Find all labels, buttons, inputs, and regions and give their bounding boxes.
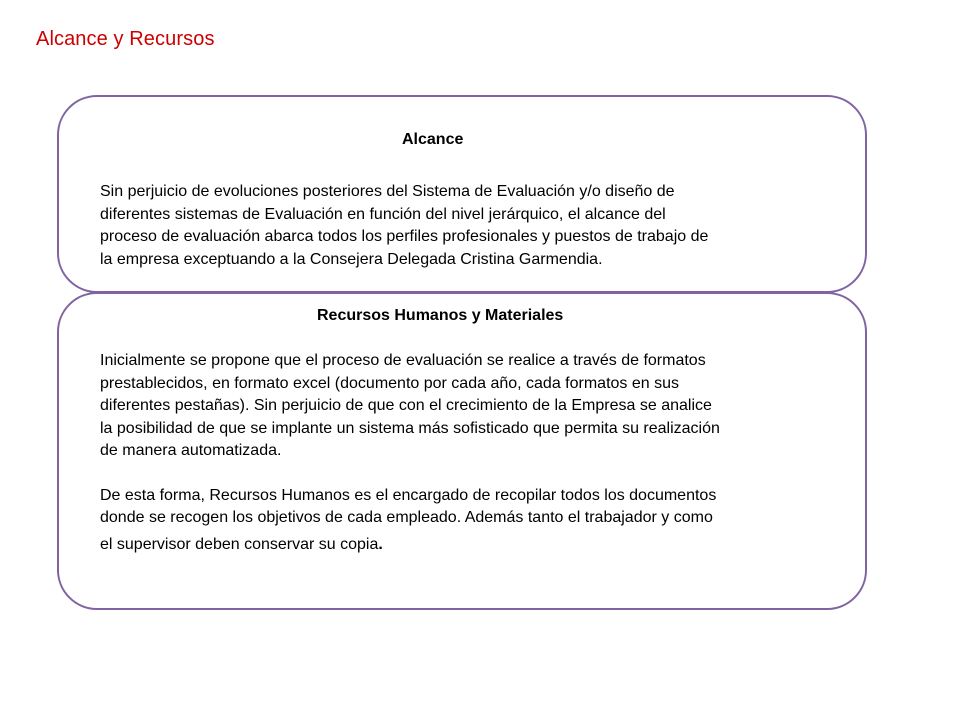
recursos-body bbox=[100, 350, 840, 556]
recursos-line: de manera automatizada. bbox=[100, 442, 282, 459]
recursos-line: donde se recogen los objetivos de cada empleado. Además tanto el trabajador y como bbox=[100, 509, 713, 526]
alcance-heading: Alcance bbox=[402, 131, 464, 148]
recursos-line: la posibilidad de que se implante un sistema más sofisticado que permita su realización bbox=[100, 419, 720, 437]
recursos-paragraph-2 bbox=[100, 485, 840, 557]
recursos-line-last bbox=[100, 534, 840, 557]
recursos-line: diferentes pestañas). Sin perjuicio de que con el crecimiento de la Empresa se analice bbox=[100, 397, 712, 414]
alcance-line: la empresa exceptuando a la Consejera Delegada Cristina Garmendia. bbox=[100, 250, 603, 268]
recursos-panel bbox=[57, 292, 867, 610]
recursos-heading: Recursos Humanos y Materiales bbox=[317, 307, 564, 324]
final-period: . bbox=[378, 535, 383, 553]
recursos-line-text: el supervisor deben conservar su copia bbox=[100, 535, 379, 553]
recursos-paragraph-1 bbox=[100, 350, 840, 463]
alcance-paragraph bbox=[100, 181, 840, 271]
alcance-line: proceso de evaluación abarca todos los perfiles profesionales y puestos de trabajo de bbox=[100, 228, 709, 245]
recursos-line: Inicialmente se propone que el proceso de evaluación se realice a través de formatos bbox=[100, 352, 706, 369]
alcance-line: Sin perjuicio de evoluciones posteriores del Sistema de Evaluación y/o diseño de bbox=[100, 183, 675, 200]
recursos-line: prestablecidos, en formato excel (documento por cada año, cada formatos en sus bbox=[100, 374, 679, 392]
alcance-panel bbox=[57, 95, 867, 293]
alcance-line: diferentes sistemas de Evaluación en función del nivel jerárquico, el alcance del bbox=[100, 205, 666, 223]
recursos-line: De esta forma, Recursos Humanos es el encargado de recopilar todos los documentos bbox=[100, 486, 717, 504]
alcance-body bbox=[100, 181, 840, 271]
slide-title: Alcance y Recursos bbox=[36, 28, 215, 50]
